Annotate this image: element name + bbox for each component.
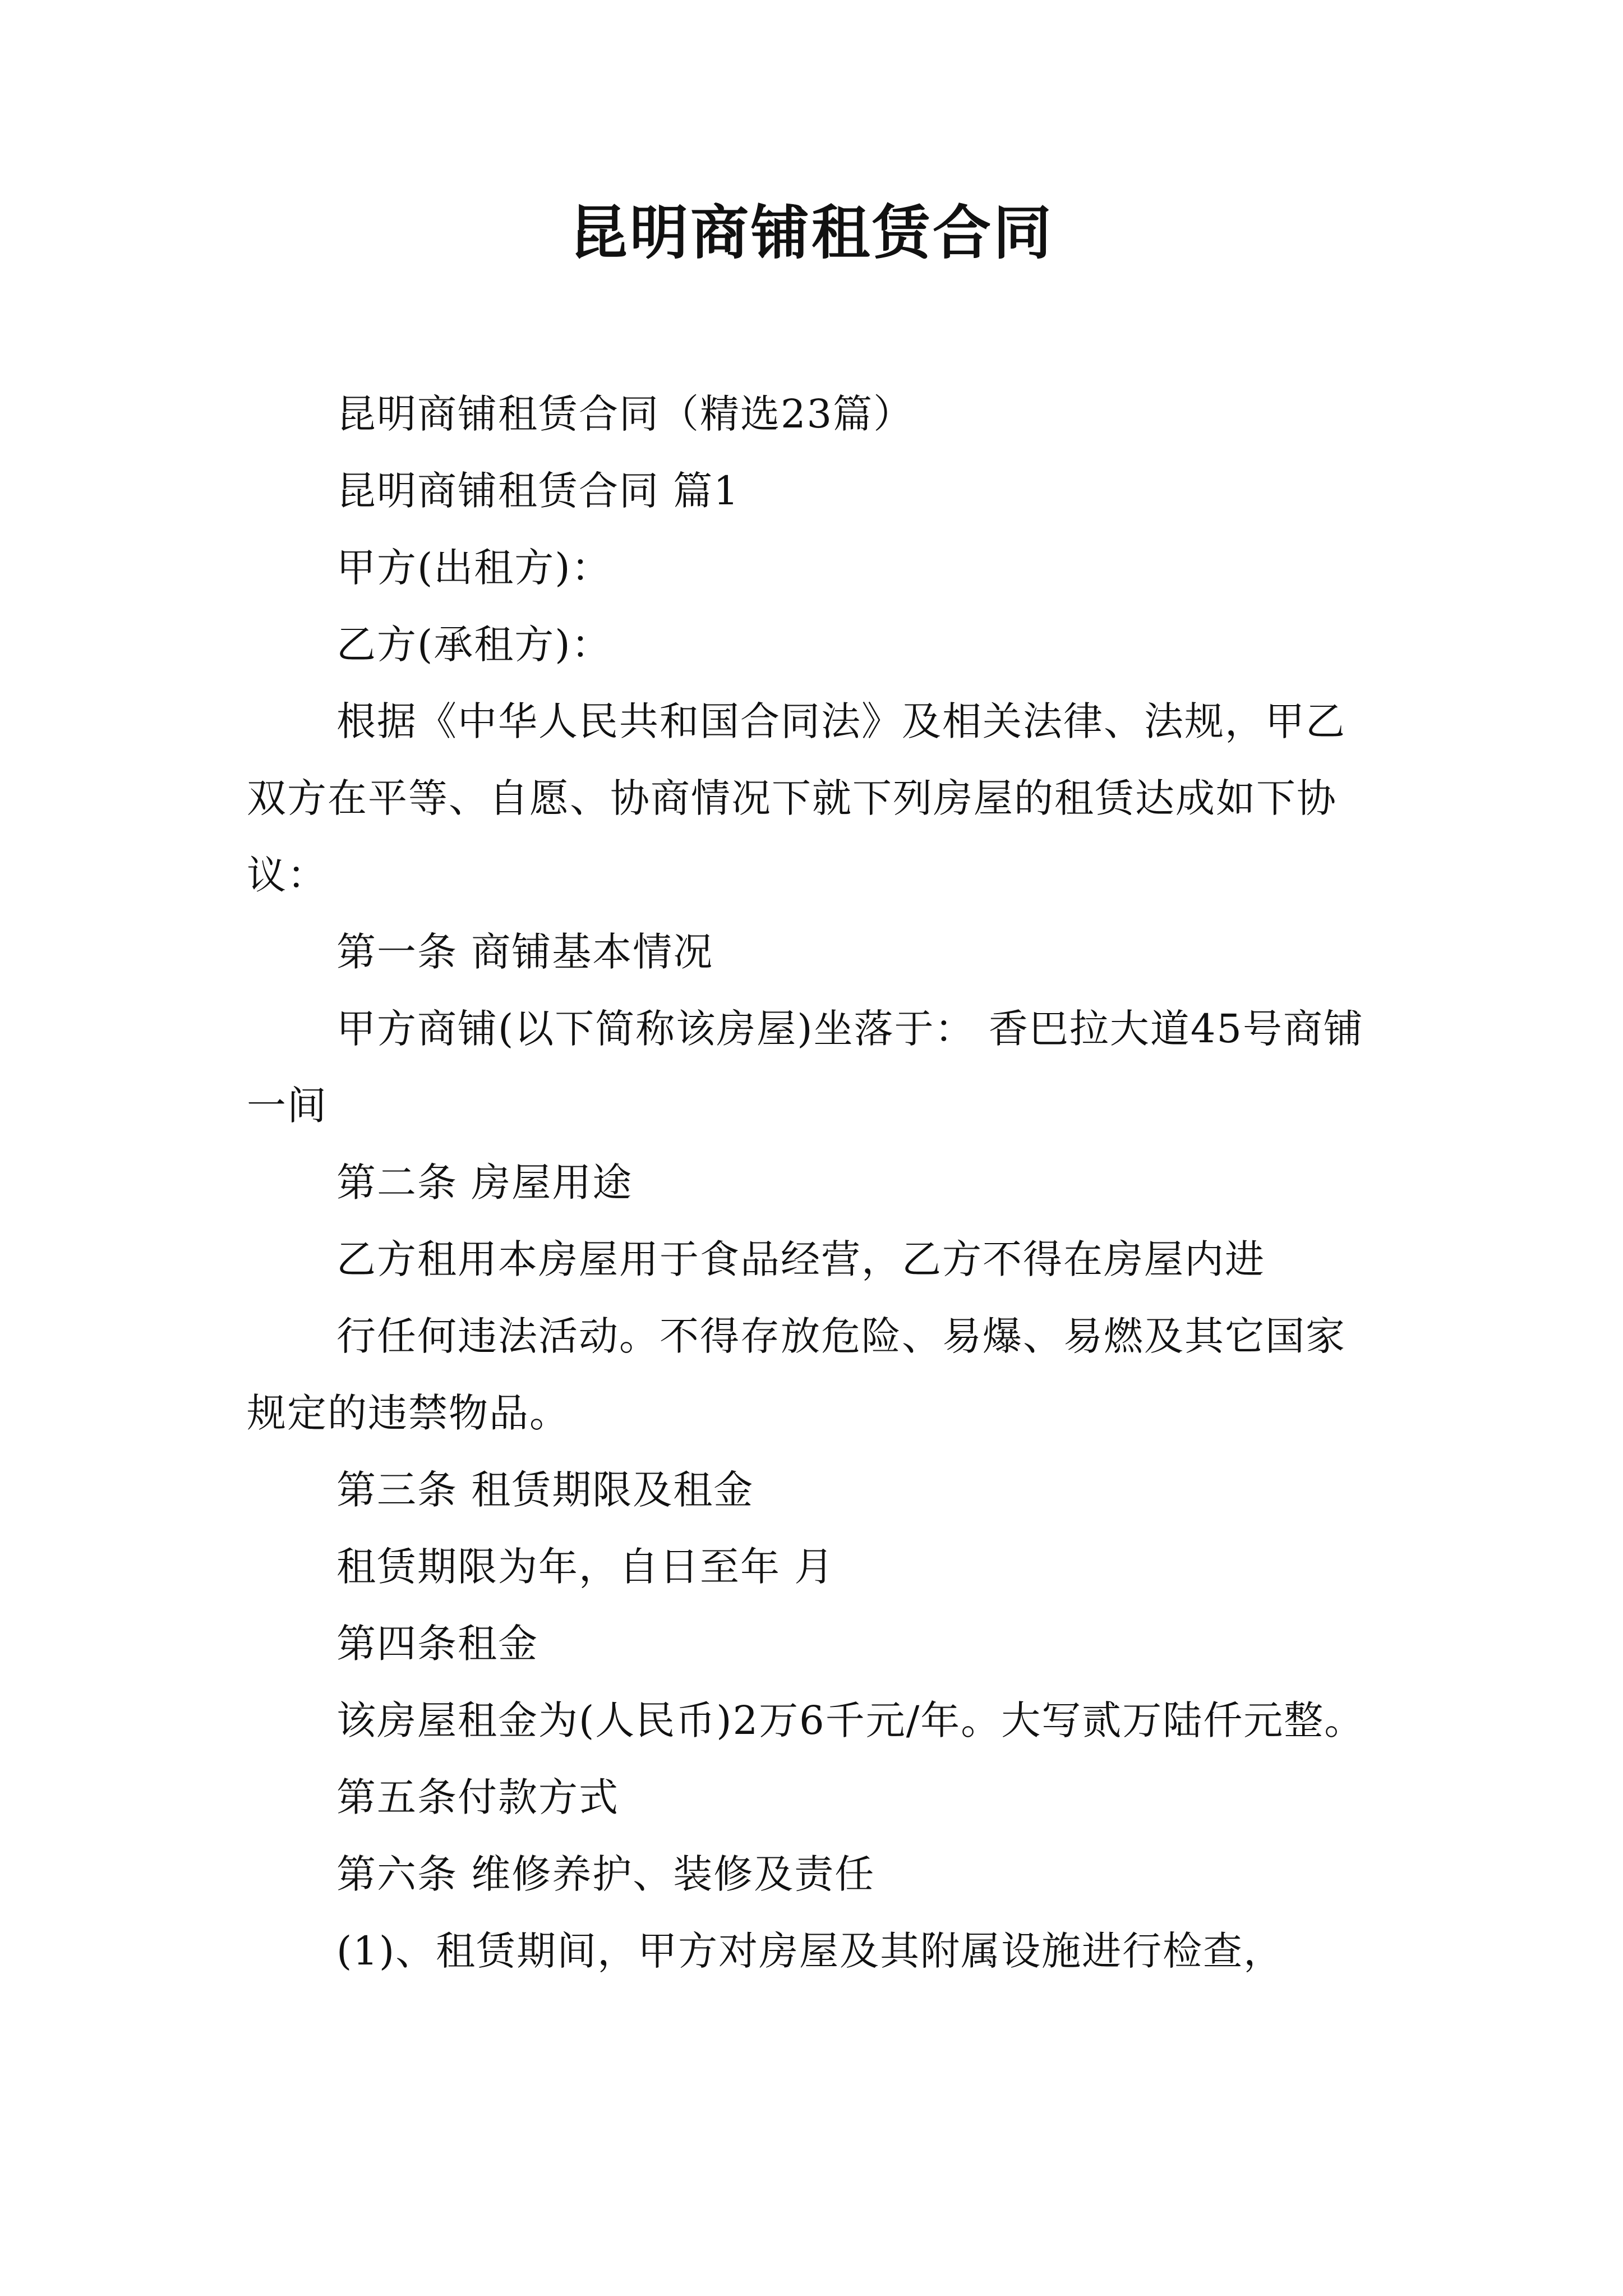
paragraph-clause-5-heading: 第五条付款方式 [336, 1774, 619, 1820]
paragraph-article-heading: 昆明商铺租赁合同 篇1 [336, 468, 740, 514]
paragraph-clause-4-heading: 第四条租金 [336, 1621, 538, 1667]
paragraph-clause-2-body-cont: 行任何违法活动。不得存放危险、易爆、易燃及其它国家规定的违禁物品。 [247, 1313, 1346, 1436]
paragraph-clause-3-body: 租赁期限为年，自日至年 月 [336, 1544, 835, 1590]
paragraph-party-b: 乙方(承租方)： [336, 622, 612, 668]
document-body [247, 376, 1385, 1990]
paragraph-preamble: 根据《中华人民共和国合同法》及相关法律、法规，甲乙双方在平等、自愿、协商情况下就下列房屋的租赁达成如下协议： [247, 698, 1346, 898]
paragraph-clause-6-heading: 第六条 维修养护、装修及责任 [336, 1851, 875, 1897]
document-title: 昆明商铺租赁合同 [569, 199, 1054, 267]
paragraph-clause-1-body: 甲方商铺(以下简称该房屋)坐落于： 香巴拉大道45号商铺一间 [247, 1006, 1364, 1129]
paragraph-party-a: 甲方(出租方)： [336, 545, 612, 591]
paragraph-clause-2-body: 乙方租用本房屋用于食品经营，乙方不得在房屋内进 [336, 1236, 1265, 1282]
paragraph-clause-3-heading: 第三条 租赁期限及租金 [336, 1467, 754, 1513]
paragraph-clause-4-body: 该房屋租金为(人民币)2万6千元/年。大写贰万陆仟元整。 [336, 1697, 1365, 1743]
paragraph-collection-title: 昆明商铺租赁合同（精选23篇） [336, 391, 914, 437]
paragraph-clause-6-item-1: (1)、租赁期间，甲方对房屋及其附属设施进行检查， [336, 1928, 1284, 1974]
paragraph-clause-1-heading: 第一条 商铺基本情况 [336, 929, 714, 975]
paragraph-clause-2-heading: 第二条 房屋用途 [336, 1159, 633, 1205]
